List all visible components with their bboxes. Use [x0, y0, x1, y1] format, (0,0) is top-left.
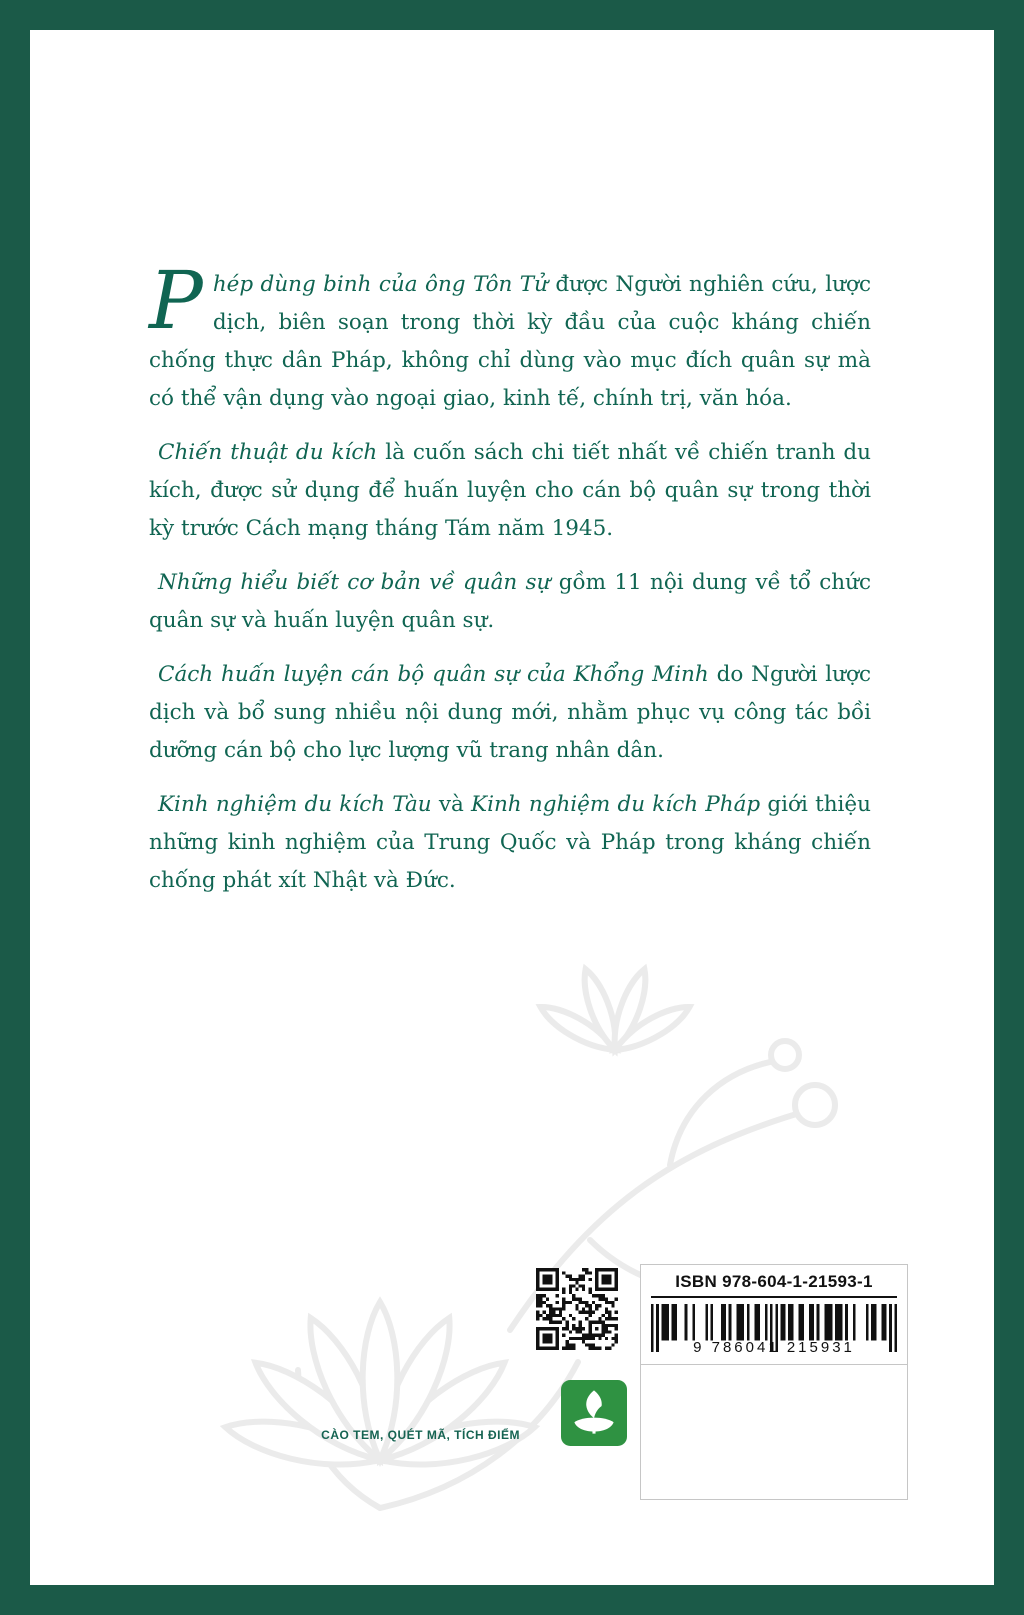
paragraph: [149, 564, 871, 640]
body-text: được Người nghiên cứu, lược dịch, biên soạn trong thời kỳ đầu của cuộc kháng chiến chống thực dân Pháp, không chỉ dùng vào mục đích quân sự mà có thể vận dụng vào ngoại giao, kinh tế, chính trị, văn hóa.: [149, 272, 871, 411]
book-title: Kinh nghiệm du kích Tàu: [158, 792, 432, 817]
back-cover-panel: [30, 30, 994, 1585]
body-text: là cuốn sách chi tiết nhất về chiến tranh du kích, được sử dụng để huấn luyện cho cán bộ quân sự trong thời kỳ trước Cách mạng tháng Tám năm 1945.: [149, 440, 872, 541]
publisher-lotus-logo-icon: [561, 1380, 627, 1446]
qr-code-icon: [536, 1268, 618, 1350]
paragraph: [149, 254, 871, 418]
body-text: giới thiệu những kinh nghiệm của Trung Quốc và Pháp trong kháng chiến chống phát xít Nhật và Đức.: [149, 792, 872, 893]
body-text: và: [431, 792, 472, 817]
body-text: gồm 11 nội dung về tổ chức quân sự và huấn luyện quân sự.: [149, 570, 871, 633]
isbn-label: ISBN 978-604-1-21593-1: [675, 1272, 873, 1291]
book-title: Kinh nghiệm du kích Pháp: [471, 792, 761, 817]
book-title: Những hiểu biết cơ bản về quân sự: [158, 570, 551, 595]
isbn-digits: 9 786041 215931: [693, 1339, 855, 1356]
description-text: [149, 254, 872, 916]
paragraph: [149, 786, 871, 900]
paragraph: [149, 434, 871, 548]
drop-cap: P: [149, 254, 203, 347]
book-title: hép dùng binh của ông Tôn Tử: [212, 272, 548, 297]
isbn-barcode-section: [641, 1265, 907, 1365]
book-title: Cách huấn luyện cán bộ quân sự của Khổng Minh: [158, 662, 709, 687]
isbn-box: [640, 1264, 908, 1500]
body-text: do Người lược dịch và bổ sung nhiều nội dung mới, nhằm phục vụ công tác bồi dưỡng cán bộ cho lực lượng vũ trang nhân dân.: [149, 662, 871, 763]
paragraph: [149, 656, 871, 770]
isbn-divider: [651, 1296, 897, 1298]
book-title: Chiến thuật du kích: [158, 440, 378, 465]
loyalty-caption: CÀO TEM, QUÉT MÃ, TÍCH ĐIỂM: [321, 1428, 520, 1442]
